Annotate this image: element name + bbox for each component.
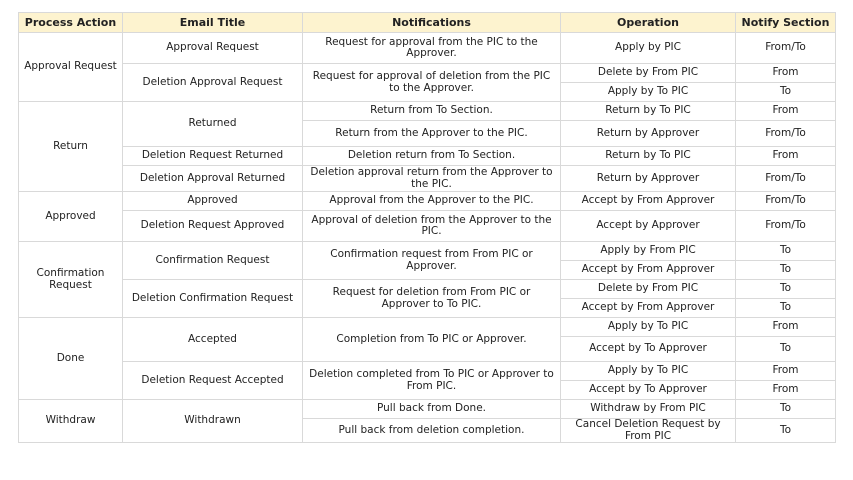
table-row — [19, 280, 836, 299]
operation-cell: Return by Approver — [561, 166, 736, 192]
email-title-cell: Deletion Request Returned — [123, 147, 303, 166]
operation-cell: Return by To PIC — [561, 147, 736, 166]
operation-cell: Return by To PIC — [561, 102, 736, 121]
email-title-cell: Approved — [123, 192, 303, 211]
operation-cell: Accept by From Approver — [561, 261, 736, 280]
header-notify-section: Notify Section — [736, 13, 836, 33]
operation-cell: Apply by From PIC — [561, 242, 736, 261]
table-body — [19, 33, 836, 443]
notification-cell: Completion from To PIC or Approver. — [303, 318, 561, 362]
notification-cell: Return from To Section. — [303, 102, 561, 121]
notification-cell: Confirmation request from From PIC or Approver. — [303, 242, 561, 280]
header-notifications: Notifications — [303, 13, 561, 33]
notification-cell: Return from the Approver to the PIC. — [303, 121, 561, 147]
notification-cell: Approval of deletion from the Approver to the PIC. — [303, 211, 561, 242]
notification-cell: Deletion return from To Section. — [303, 147, 561, 166]
notification-cell: Request for deletion from From PIC or Approver to To PIC. — [303, 280, 561, 318]
email-title-cell: Returned — [123, 102, 303, 147]
table-row — [19, 362, 836, 381]
notify-section-cell: From — [736, 64, 836, 83]
notification-cell: Pull back from deletion completion. — [303, 419, 561, 443]
notify-section-cell: From — [736, 381, 836, 400]
header-row — [19, 13, 836, 33]
operation-cell: Apply by PIC — [561, 33, 736, 64]
notify-section-cell: To — [736, 83, 836, 102]
process-action-cell: Return — [19, 102, 123, 192]
notify-section-cell: To — [736, 299, 836, 318]
operation-cell: Apply by To PIC — [561, 362, 736, 381]
table-row — [19, 102, 836, 121]
notify-section-cell: From — [736, 362, 836, 381]
process-action-cell: Approved — [19, 192, 123, 242]
email-title-cell: Deletion Confirmation Request — [123, 280, 303, 318]
email-title-cell: Deletion Approval Request — [123, 64, 303, 102]
operation-cell: Accept by To Approver — [561, 381, 736, 400]
table-row — [19, 33, 836, 64]
notify-section-cell: From/To — [736, 192, 836, 211]
notification-cell: Request for approval of deletion from the PIC to the Approver. — [303, 64, 561, 102]
process-action-cell: Confirmation Request — [19, 242, 123, 318]
operation-cell: Apply by To PIC — [561, 83, 736, 102]
operation-cell: Apply by To PIC — [561, 318, 736, 337]
operation-cell: Delete by From PIC — [561, 280, 736, 299]
notification-cell: Deletion completed from To PIC or Approver to From PIC. — [303, 362, 561, 400]
notification-table — [18, 12, 836, 443]
operation-cell: Cancel Deletion Request by From PIC — [561, 419, 736, 443]
header-process-action: Process Action — [19, 13, 123, 33]
notification-cell: Deletion approval return from the Approver to the PIC. — [303, 166, 561, 192]
notify-section-cell: To — [736, 242, 836, 261]
table-row — [19, 211, 836, 242]
notify-section-cell: To — [736, 400, 836, 419]
table-row — [19, 147, 836, 166]
operation-cell: Return by Approver — [561, 121, 736, 147]
email-title-cell: Confirmation Request — [123, 242, 303, 280]
notify-section-cell: To — [736, 419, 836, 443]
table-row — [19, 242, 836, 261]
notify-section-cell: To — [736, 337, 836, 362]
table-row — [19, 64, 836, 83]
operation-cell: Delete by From PIC — [561, 64, 736, 83]
notification-cell: Request for approval from the PIC to the Approver. — [303, 33, 561, 64]
table-row — [19, 318, 836, 337]
notify-section-cell: From/To — [736, 121, 836, 147]
operation-cell: Accept by To Approver — [561, 337, 736, 362]
header-email-title: Email Title — [123, 13, 303, 33]
email-title-cell: Accepted — [123, 318, 303, 362]
email-title-cell: Approval Request — [123, 33, 303, 64]
operation-cell: Accept by Approver — [561, 211, 736, 242]
process-action-cell: Approval Request — [19, 33, 123, 102]
operation-cell: Withdraw by From PIC — [561, 400, 736, 419]
email-title-cell: Withdrawn — [123, 400, 303, 443]
notify-section-cell: From/To — [736, 33, 836, 64]
process-action-cell: Withdraw — [19, 400, 123, 443]
table-row — [19, 166, 836, 192]
email-title-cell: Deletion Request Accepted — [123, 362, 303, 400]
notification-cell: Approval from the Approver to the PIC. — [303, 192, 561, 211]
notify-section-cell: From/To — [736, 211, 836, 242]
email-title-cell: Deletion Approval Returned — [123, 166, 303, 192]
table-row — [19, 192, 836, 211]
process-action-cell: Done — [19, 318, 123, 400]
notify-section-cell: From — [736, 147, 836, 166]
notify-section-cell: To — [736, 261, 836, 280]
notify-section-cell: From/To — [736, 166, 836, 192]
notification-cell: Pull back from Done. — [303, 400, 561, 419]
operation-cell: Accept by From Approver — [561, 192, 736, 211]
table-row — [19, 400, 836, 419]
notify-section-cell: To — [736, 280, 836, 299]
email-title-cell: Deletion Request Approved — [123, 211, 303, 242]
notify-section-cell: From — [736, 318, 836, 337]
operation-cell: Accept by From Approver — [561, 299, 736, 318]
header-operation: Operation — [561, 13, 736, 33]
notify-section-cell: From — [736, 102, 836, 121]
